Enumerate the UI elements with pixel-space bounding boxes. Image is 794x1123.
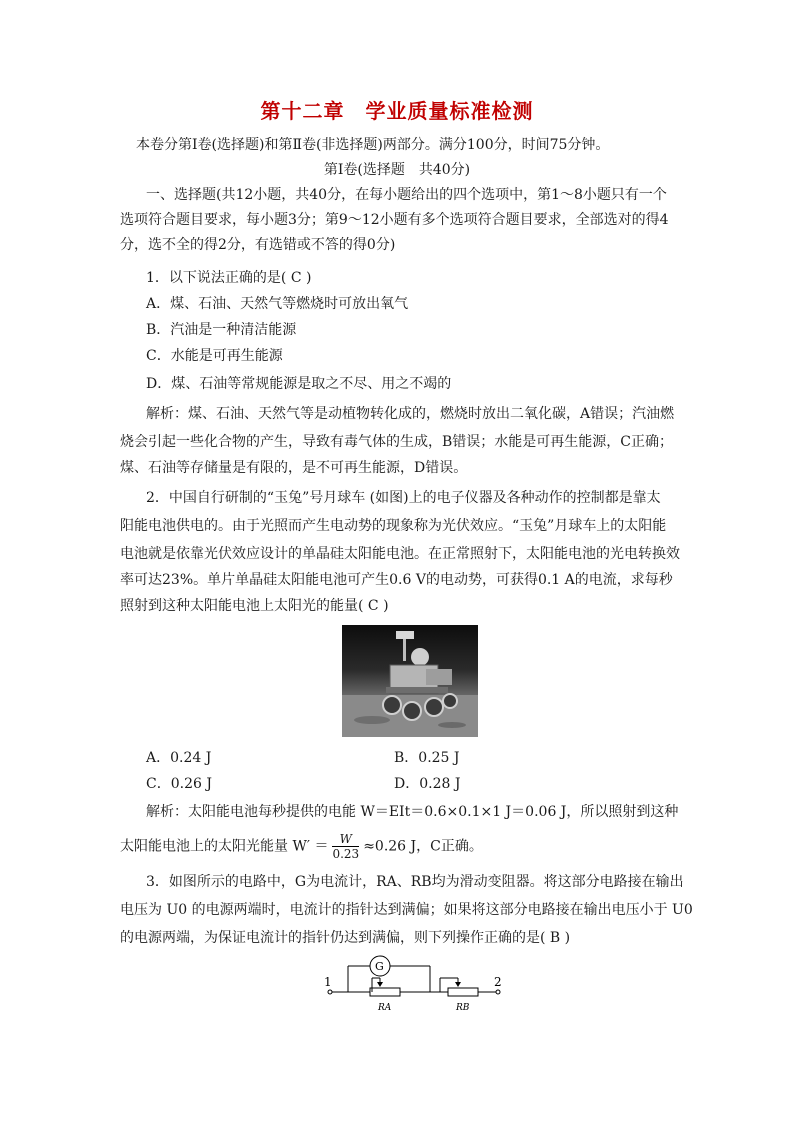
q2-option-d: D．0.28 J (394, 776, 461, 792)
q1-analysis-3: 煤、石油等存储量是有限的，是不可再生能源，D错误。 (120, 460, 468, 476)
lunar-rover-photo (342, 625, 478, 737)
instruction-line-2: 选项符合题目要求，每小题3分；第9～12小题有多个选项符合题目要求，全部选对的得4 (120, 212, 669, 228)
circuit-diagram (318, 950, 508, 1020)
q1-analysis-2: 烧会引起一些化合物的产生，导致有毒气体的生成，B错误；水能是可再生能源，C正确； (120, 434, 673, 450)
q2-analysis-1: 解析：太阳能电池每秒提供的电能 W＝EIt＝0.6×0.1×1 J＝0.06 J，所以照射到这种 (146, 804, 679, 820)
resistor-b-label: RB (456, 1003, 470, 1013)
page-title: 第十二章 学业质量标准检测 (260, 99, 534, 123)
q2-option-b: B．0.25 J (394, 750, 460, 766)
q2-stem-2: 阳能电池供电的。由于光照而产生电动势的现象称为光伏效应。“玉兔”月球车上的太阳能 (120, 518, 667, 534)
section-heading: 第Ⅰ卷(选择题 共40分) (323, 162, 471, 178)
q1-option-d: D．煤、石油等常规能源是取之不尽、用之不竭的 (146, 376, 452, 392)
energy-fraction (332, 832, 359, 861)
q2-stem-5: 照射到这种太阳能电池上太阳光的能量( C ) (120, 598, 389, 614)
instruction-line-1: 一、选择题(共12小题，共40分，在每小题给出的四个选项中，第1～8小题只有一个 (146, 187, 667, 203)
q3-stem-2: 电压为 U0 的电源两端时，电流计的指针达到满偏；如果将这部分电路接在输出电压小于 U0 (120, 902, 693, 918)
q2-option-c: C．0.26 J (146, 776, 212, 792)
q2-analysis-2-post: ≈0.26 J，C正确。 (363, 838, 483, 855)
q3-stem-3: 的电源两端，为保证电流计的指针仍达到满偏，则下列操作正确的是( B ) (120, 930, 571, 946)
q1-option-c: C．水能是可再生能源 (146, 348, 283, 364)
terminal-1-label: 1 (324, 975, 332, 989)
q2-stem-4: 率可达23%。单片单晶硅太阳能电池可产生0.6 V的电动势，可获得0.1 A的电流，求每秒 (120, 572, 673, 588)
galvanometer-label: G (375, 960, 384, 973)
q2-analysis-2-pre: 太阳能电池上的太阳光能量 W′ ＝ (120, 838, 329, 855)
q2-option-a: A．0.24 J (146, 750, 212, 766)
q1-option-b: B．汽油是一种清洁能源 (146, 322, 297, 338)
terminal-2-label: 2 (494, 975, 502, 989)
instruction-line-3: 分，选不全的得2分，有选错或不答的得0分) (120, 237, 396, 253)
q2-analysis-2 (120, 832, 483, 861)
intro-text: 本卷分第Ⅰ卷(选择题)和第Ⅱ卷(非选择题)两部分。满分100分，时间75分钟。 (136, 137, 610, 153)
circuit-svg (318, 950, 508, 1020)
q1-stem: 1．以下说法正确的是( C ) (146, 270, 312, 286)
q1-analysis-1: 解析：煤、石油、天然气等是动植物转化成的，燃烧时放出二氧化碳，A错误；汽油燃 (146, 406, 675, 422)
lunar-rover-illustration (342, 625, 478, 737)
fraction-numerator: W (332, 832, 359, 847)
q2-stem-1: 2．中国自行研制的“玉兔”号月球车 (如图)上的电子仪器及各种动作的控制都是靠太 (146, 490, 661, 506)
resistor-a-label: RA (378, 1003, 392, 1013)
q1-option-a: A．煤、石油、天然气等燃烧时可放出氧气 (146, 296, 409, 312)
fraction-denominator: 0.23 (332, 847, 360, 861)
q2-stem-3: 电池就是依靠光伏效应设计的单晶硅太阳能电池。在正常照射下，太阳能电池的光电转换效 (120, 546, 680, 562)
q3-stem-1: 3．如图所示的电路中，G为电流计，RA、RB均为滑动变阻器。将这部分电路接在输出 (146, 874, 684, 890)
